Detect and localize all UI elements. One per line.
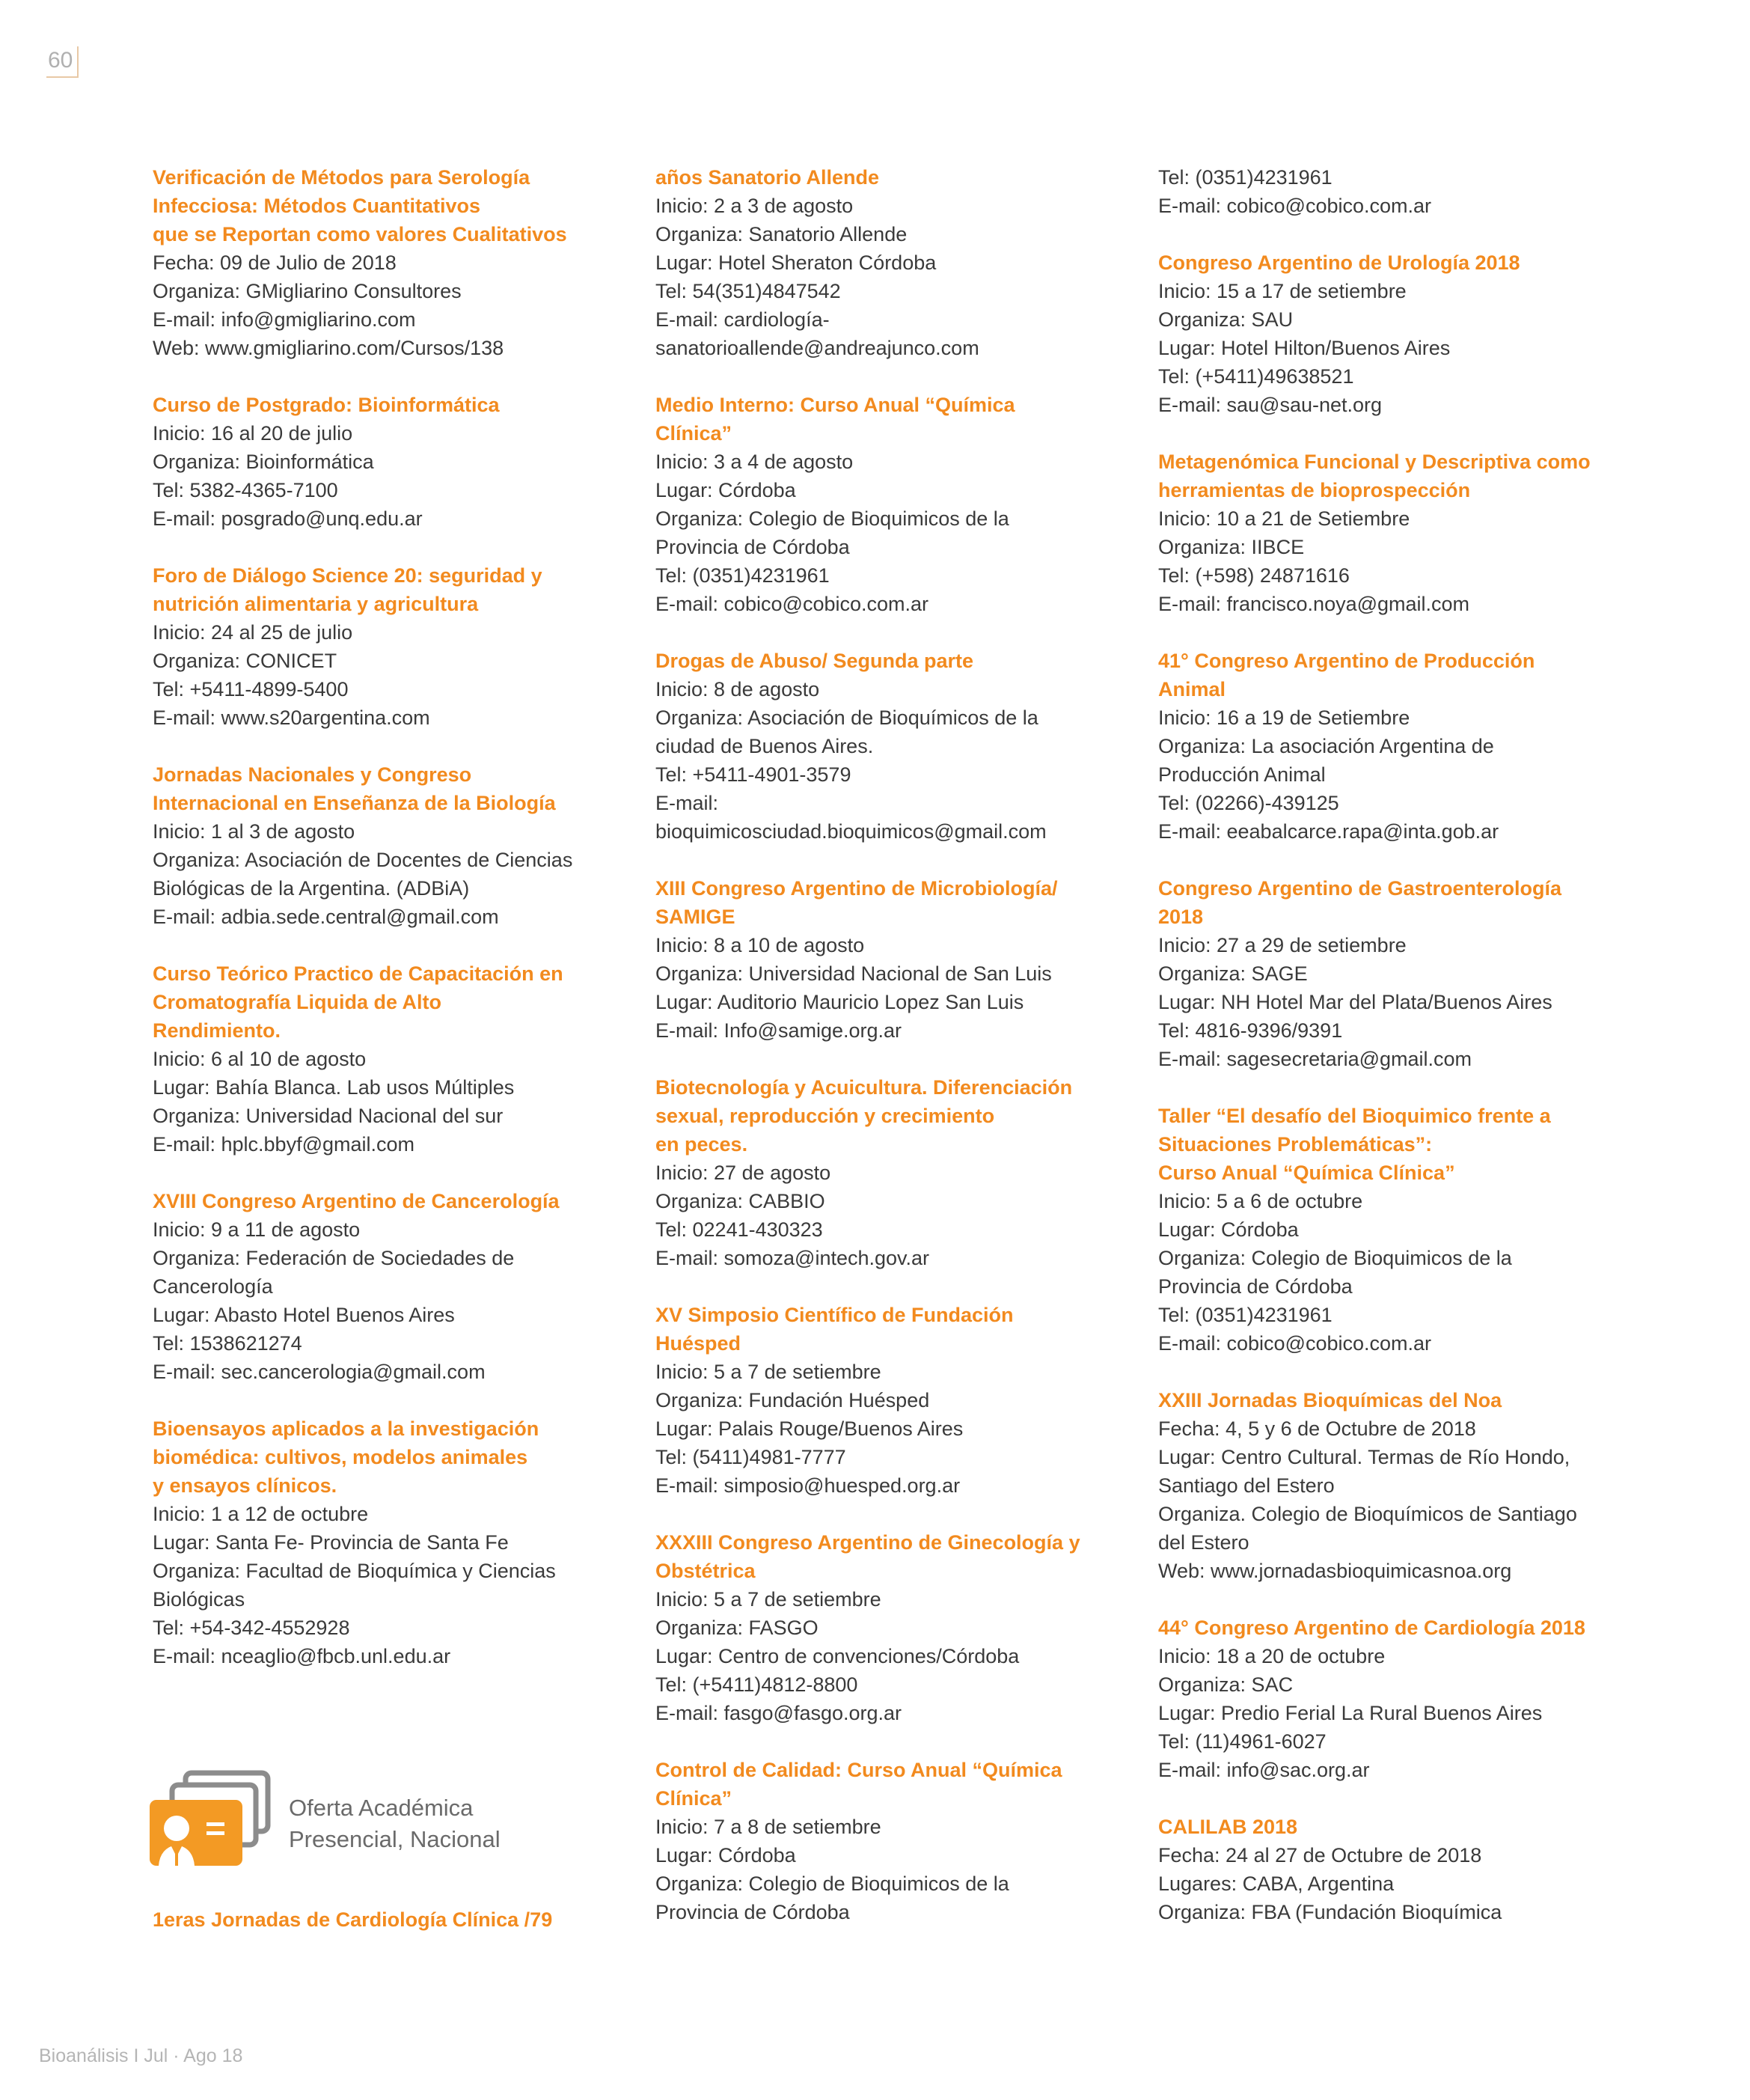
event-detail: Inicio: 6 al 10 de agosto [153,1048,367,1070]
event-entry [655,647,1112,846]
event-entry [1158,1102,1615,1358]
event-title: Control de Calidad: Curso Anual “Química Clínica” [655,1759,1062,1810]
event-detail: Lugar: Predio Ferial La Rural Buenos Aires [1158,1702,1543,1724]
event-detail: Organiza: GMigliarino Consultores [153,280,462,302]
event-entry [153,561,609,732]
event-entry [1158,874,1615,1073]
event-detail: E-mail: sec.cancerologia@gmail.com [153,1361,486,1383]
event-title: Jornadas Nacionales y Congreso Internacional en Enseñanza de la Biología [153,763,556,814]
event-entry [1158,1813,1615,1926]
event-detail: Organiza: Universidad Nacional del sur [153,1105,504,1127]
event-detail: Tel: +54-342-4552928 [153,1617,350,1639]
event-entry [1158,1386,1615,1585]
event-detail: Web: www.gmigliarino.com/Cursos/138 [153,337,504,359]
event-detail: Inicio: 8 de agosto [655,678,820,700]
event-entry [1158,1614,1615,1784]
event-detail: Tel: (+598) 24871616 [1158,564,1350,587]
event-detail: Fecha: 24 al 27 de Octubre de 2018 [1158,1844,1482,1867]
event-detail: Inicio: 10 a 21 de Setiembre [1158,507,1410,530]
event-detail: E-mail: info@sac.org.ar [1158,1759,1370,1781]
event-entry [655,1756,1112,1926]
event-title: Verificación de Métodos para Serología Infecciosa: Métodos Cuantitativos que se Reportan como valores Cualitativos [153,166,567,245]
event-detail: Organiza: La asociación Argentina de Producción Animal [1158,735,1494,786]
event-entry [655,1073,1112,1272]
event-detail: Lugar: Palais Rouge/Buenos Aires [655,1417,964,1440]
event-title: Congreso Argentino de Urología 2018 [1158,251,1520,274]
event-detail: E-mail: nceaglio@fbcb.unl.edu.ar [153,1645,451,1667]
event-entry [153,391,609,533]
event-title: CALILAB 2018 [1158,1816,1298,1838]
section-badge [148,1770,627,1875]
event-detail: Tel: (+5411)49638521 [1158,365,1354,388]
event-detail: Lugar: Hotel Sheraton Córdoba [655,251,937,274]
event-detail: E-mail: cobico@cobico.com.ar [655,593,929,615]
event-detail: Tel: 02241-430323 [655,1218,823,1241]
event-title: 44° Congreso Argentino de Cardiología 2018 [1158,1617,1585,1639]
event-detail: Tel: (0351)4231961 [655,564,830,587]
event-title: años Sanatorio Allende [655,166,880,189]
event-detail: Organiza: FBA (Fundación Bioquímica [1158,1901,1502,1923]
event-detail: Inicio: 24 al 25 de julio [153,621,353,644]
event-title: Curso de Postgrado: Bioinformática [153,394,500,416]
event-detail: Tel: 5382-4365-7100 [153,479,338,501]
event-detail: Tel: (02266)-439125 [1158,792,1339,814]
event-title: Curso Teórico Practico de Capacitación en Cromatografía Liquida de Alto Rendimiento. [153,962,563,1042]
event-entry [153,959,609,1159]
event-detail: Organiza: Federación de Sociedades de Cancerología [153,1247,515,1298]
event-detail: Lugar: Auditorio Mauricio Lopez San Luis [655,991,1024,1013]
event-detail: Inicio: 18 a 20 de octubre [1158,1645,1386,1667]
event-title: Congreso Argentino de Gastroenterología 2018 [1158,877,1562,928]
event-detail: Inicio: 15 a 17 de setiembre [1158,280,1407,302]
event-detail: Inicio: 5 a 7 de setiembre [655,1588,881,1611]
event-detail: Organiza: IIBCE [1158,536,1305,558]
event-title: Bioensayos aplicados a la investigación biomédica: cultivos, modelos animales y ensayos clínicos. [153,1417,539,1497]
event-detail: Organiza: Asociación de Bioquímicos de la ciudad de Buenos Aires. [655,706,1038,757]
event-title: XV Simposio Científico de Fundación Huésped [655,1304,1014,1355]
event-entry [655,163,1112,362]
event-detail: E-mail: www.s20argentina.com [153,706,430,729]
event-detail: Inicio: 2 a 3 de agosto [655,195,854,217]
event-title: XVIII Congreso Argentino de Cancerología [153,1190,560,1212]
event-detail: Organiza: Facultad de Bioquímica y Ciencias Biológicas [153,1560,556,1611]
footer-text: Bioanálisis I Jul · Ago 18 [39,2045,243,2066]
event-entry [153,1187,609,1386]
event-detail: Organiza: CONICET [153,650,337,672]
event-entry [1158,647,1615,846]
event-detail: E-mail: sau@sau-net.org [1158,394,1383,416]
event-entry [153,760,609,931]
event-detail: Fecha: 09 de Julio de 2018 [153,251,397,274]
event-detail: Inicio: 1 al 3 de agosto [153,820,355,843]
event-detail: Inicio: 1 a 12 de octubre [153,1503,369,1525]
event-detail: Inicio: 5 a 6 de octubre [1158,1190,1363,1212]
certificate-stack-icon [148,1770,275,1875]
event-detail: Web: www.jornadasbioquimicasnoa.org [1158,1560,1512,1582]
event-detail: Inicio: 27 a 29 de setiembre [1158,934,1407,956]
event-detail: E-mail: info@gmigliarino.com [153,308,416,331]
event-detail: Organiza: Asociación de Docentes de Ciencias Biológicas de la Argentina. (ADBiA) [153,849,573,900]
section-badge-label: Oferta Académica Presencial, Nacional [289,1795,501,1852]
event-detail: Tel: 1538621274 [153,1332,302,1355]
event-title: Taller “El desafío del Bioquimico frente a Situaciones Problemáticas”: Curso Anual “Química Clínica” [1158,1105,1551,1184]
event-entry [153,163,609,362]
event-entry [655,391,1112,618]
event-detail: E-mail: simposio@huesped.org.ar [655,1474,961,1497]
event-detail: Organiza: SAGE [1158,962,1308,985]
event-detail: Lugar: NH Hotel Mar del Plata/Buenos Aires [1158,991,1552,1013]
event-detail: Organiza: FASGO [655,1617,819,1639]
event-detail: Tel: +5411-4901-3579 [655,763,851,786]
event-detail: Inicio: 16 a 19 de Setiembre [1158,706,1410,729]
event-entry [655,874,1112,1045]
event-detail: Organiza: Colegio de Bioquimicos de la Provincia de Córdoba [1158,1247,1512,1298]
event-entry [153,1414,609,1670]
event-detail: Inicio: 8 a 10 de agosto [655,934,865,956]
event-detail: Tel: 4816-9396/9391 [1158,1019,1343,1042]
event-entry [1158,248,1615,419]
event-detail: Fecha: 4, 5 y 6 de Octubre de 2018 [1158,1417,1476,1440]
event-detail: Tel: (+5411)4812-8800 [655,1673,858,1696]
event-detail: Organiza: CABBIO [655,1190,825,1212]
event-detail: Lugar: Centro de convenciones/Córdoba [655,1645,1020,1667]
event-detail: Inicio: 9 a 11 de agosto [153,1218,361,1241]
event-detail: Lugar: Córdoba [1158,1218,1299,1241]
event-detail: E-mail: cardiología- sanatorioallende@andreajunco.com [655,308,979,359]
page-number: 60 [46,46,79,78]
event-detail: Organiza. Colegio de Bioquímicos de Santiago del Estero [1158,1503,1577,1554]
event-title: Foro de Diálogo Science 20: seguridad y nutrición alimentaria y agricultura [153,564,542,615]
event-detail: Tel: (5411)4981-7777 [655,1446,846,1468]
event-title: Metagenómica Funcional y Descriptiva como herramientas de bioprospección [1158,451,1591,501]
event-detail: E-mail: adbia.sede.central@gmail.com [153,906,499,928]
event-detail: Organiza: Colegio de Bioquimicos de la Provincia de Córdoba [655,507,1009,558]
event-title: XXIII Jornadas Bioquímicas del Noa [1158,1389,1502,1411]
event-detail: E-mail: cobico@cobico.com.ar [1158,1332,1432,1355]
event-detail: Organiza: Sanatorio Allende [655,223,908,245]
event-detail: Lugar: Córdoba [655,1844,796,1867]
event-detail: Lugar: Bahía Blanca. Lab usos Múltiples [153,1076,515,1099]
event-detail: Lugar: Santa Fe- Provincia de Santa Fe [153,1531,509,1554]
event-detail: Organiza: Colegio de Bioquimicos de la Provincia de Córdoba [655,1872,1009,1923]
event-detail: Lugar: Abasto Hotel Buenos Aires [153,1304,455,1326]
event-detail: E-mail: bioquimicosciudad.bioquimicos@gmail.com [655,792,1047,843]
event-detail: Organiza: SAU [1158,308,1294,331]
event-detail: Inicio: 27 de agosto [655,1162,831,1184]
event-title: 41° Congreso Argentino de Producción Animal [1158,650,1535,700]
event-title: XXXIII Congreso Argentino de Ginecología y Obstétrica [655,1531,1080,1582]
event-detail: Inicio: 5 a 7 de setiembre [655,1361,881,1383]
event-detail: E-mail: hplc.bbyf@gmail.com [153,1133,415,1156]
column-middle [655,163,1112,1955]
event-entry [655,1301,1112,1500]
event-detail: E-mail: eeabalcarce.rapa@inta.gob.ar [1158,820,1499,843]
event-detail: E-mail: fasgo@fasgo.org.ar [655,1702,902,1724]
event-detail: E-mail: sagesecretaria@gmail.com [1158,1048,1472,1070]
event-detail: Organiza: Bioinformática [153,451,374,473]
event-detail: E-mail: somoza@intech.gov.ar [655,1247,930,1269]
event-title: Drogas de Abuso/ Segunda parte [655,650,974,672]
event-detail: E-mail: cobico@cobico.com.ar [1158,195,1432,217]
event-detail: Lugares: CABA, Argentina [1158,1872,1395,1895]
event-detail: Tel: 54(351)4847542 [655,280,841,302]
event-entry [655,1528,1112,1727]
event-entry [1158,448,1615,618]
event-title-bottom: 1eras Jornadas de Cardiología Clínica /79 [153,1908,553,1931]
event-detail: Inicio: 3 a 4 de agosto [655,451,854,473]
event-detail: Organiza: Universidad Nacional de San Luis [655,962,1052,985]
event-title: Medio Interno: Curso Anual “Química Clínica” [655,394,1015,445]
event-detail: Tel: (11)4961-6027 [1158,1730,1327,1753]
event-detail: Organiza: Fundación Huésped [655,1389,930,1411]
event-detail: Inicio: 7 a 8 de setiembre [655,1816,881,1838]
event-detail: E-mail: francisco.noya@gmail.com [1158,593,1470,615]
event-detail: Tel: +5411-4899-5400 [153,678,349,700]
event-detail: Lugar: Córdoba [655,479,796,501]
event-detail: Lugar: Hotel Hilton/Buenos Aires [1158,337,1451,359]
column-right [1158,163,1615,1955]
event-detail: Inicio: 16 al 20 de julio [153,422,353,445]
event-detail: Tel: (0351)4231961 [1158,166,1333,189]
column-left [153,163,609,1699]
event-title: Biotecnología y Acuicultura. Diferenciación sexual, reproducción y crecimiento en peces. [655,1076,1073,1156]
event-detail: E-mail: posgrado@unq.edu.ar [153,507,423,530]
event-detail: Tel: (0351)4231961 [1158,1304,1333,1326]
event-detail: Lugar: Centro Cultural. Termas de Río Hondo, Santiago del Estero [1158,1446,1570,1497]
event-detail: E-mail: Info@samige.org.ar [655,1019,902,1042]
event-title: XIII Congreso Argentino de Microbiología/ SAMIGE [655,877,1058,928]
event-entry [1158,163,1615,220]
event-detail: Organiza: SAC [1158,1673,1294,1696]
